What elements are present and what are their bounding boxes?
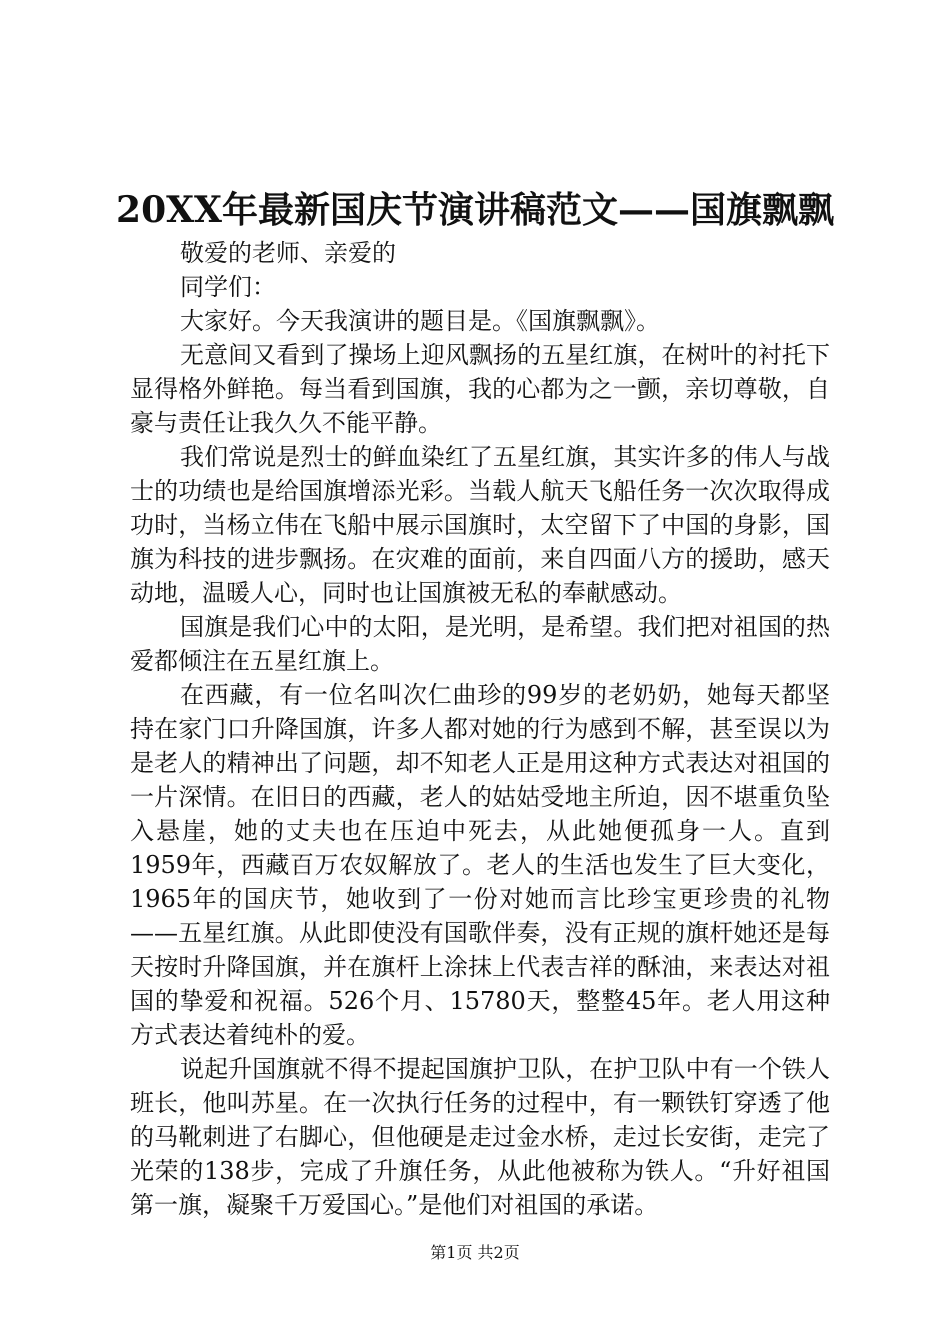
paragraph-6: 说起升国旗就不得不提起国旗护卫队，在护卫队中有一个铁人班长，他叫苏星。在一次执行任务的过程中，有一颗铁钉穿透了他的马靴刺进了右脚心，但他硬是走过金水桥，走过长安街，走完了光荣的138步，完成了升旗任务，从此他被称为铁人。“升好祖国第一旗，凝聚千万爱国心。”是他们对祖国的承诺。	[130, 1055, 830, 1219]
paragraph-3: 我们常说是烈士的鲜血染红了五星红旗，其实许多的伟人与战士的功绩也是给国旗增添光彩。当载人航天飞船任务一次次取得成功时，当杨立伟在飞船中展示国旗时，太空留下了中国的身影，国旗为科技的进步飘扬。在灾难的面前，来自四面八方的援助，感天动地，温暖人心，同时也让国旗被无私的奉献感动。	[130, 443, 830, 607]
paragraph-5: 在西藏，有一位名叫次仁曲珍的99岁的老奶奶，她每天都坚持在家门口升降国旗，许多人都对她的行为感到不解，甚至误以为是老人的精神出了问题，却不知老人正是用这种方式表达对祖国的一片深情。在旧日的西藏，老人的姑姑受地主所迫，因不堪重负坠入悬崖，她的丈夫也在压迫中死去，从此她便孤身一人。直到1959年，西藏百万农奴解放了。老人的生活也发生了巨大变化，1965年的国庆节，她收到了一份对她而言比珍宝更珍贵的礼物——五星红旗。从此即使没有国歌伴奏，没有正规的旗杆她还是每天按时升降国旗，并在旗杆上涂抹上代表吉祥的酥油，来表达对祖国的挚爱和祝福。526个月、15780天，整整45年。老人用这种方式表达着纯朴的爱。	[130, 681, 830, 1049]
greeting-line-2: 同学们：	[180, 273, 276, 301]
paragraph-1: 大家好。今天我演讲的题目是。《国旗飘飘》。	[180, 307, 660, 335]
paragraph-2: 无意间又看到了操场上迎风飘扬的五星红旗，在树叶的衬托下显得格外鲜艳。每当看到国旗，我的心都为之一颤，亲切尊敬，自豪与责任让我久久不能平静。	[130, 341, 830, 437]
paragraph-4: 国旗是我们心中的太阳，是光明，是希望。我们把对祖国的热爱都倾注在五星红旗上。	[130, 613, 830, 675]
page-footer: 第1页 共2页	[430, 1243, 520, 1262]
page-title: 20XX年最新国庆节演讲稿范文——国旗飘飘	[116, 189, 834, 231]
greeting-line-1: 敬爱的老师、亲爱的	[180, 239, 396, 267]
document-body	[130, 236, 830, 1222]
